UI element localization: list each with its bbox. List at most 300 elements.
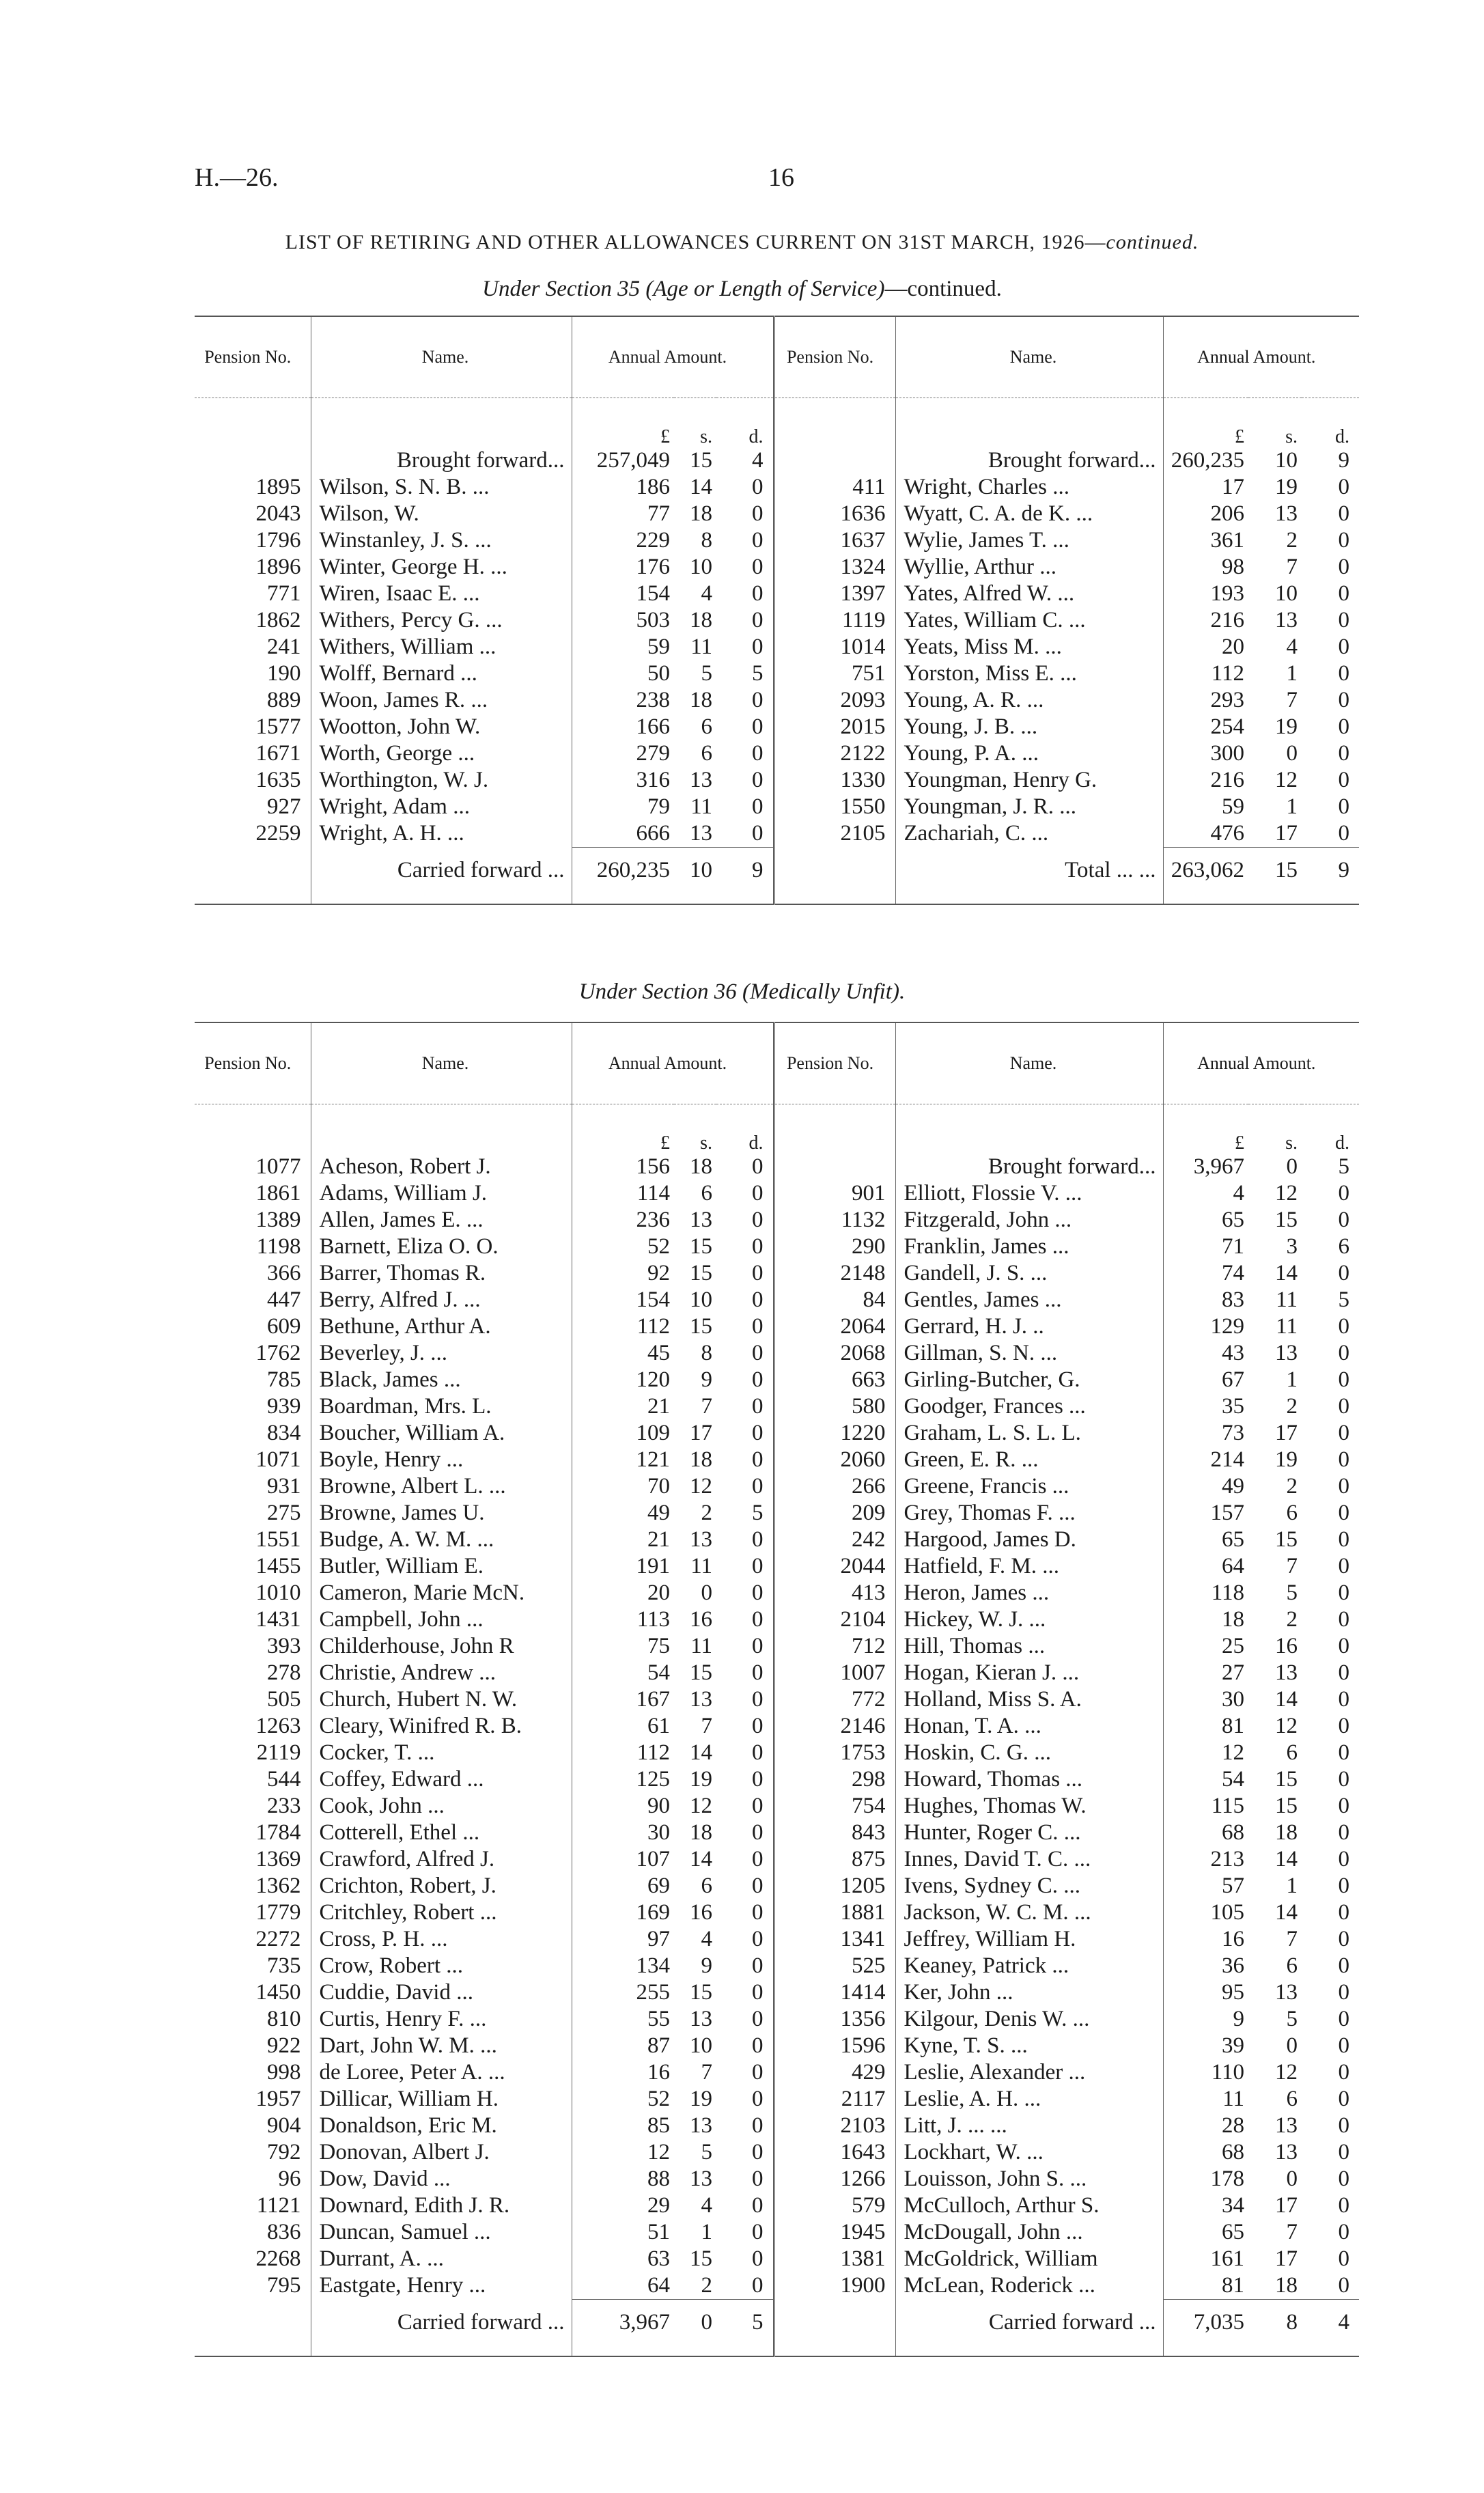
- amount-pounds: 98: [1163, 554, 1248, 581]
- footer-row: [195, 2300, 1359, 2345]
- amount-pounds: 30: [1163, 1686, 1248, 1713]
- pensioner-name: Louisson, John S. ...: [895, 2166, 1163, 2192]
- amount-shillings: 6: [1286, 1740, 1298, 1765]
- blank-cell: [774, 848, 895, 893]
- amount-pounds: 97: [572, 1926, 674, 1953]
- amount-pence: 0: [716, 1154, 774, 1180]
- amount-shillings: 2: [701, 1501, 712, 1525]
- annual-amount-header: Annual Amount.: [572, 316, 774, 398]
- amount-pounds: 43: [1163, 1340, 1248, 1367]
- pension-number: 939: [267, 1394, 301, 1419]
- amount-pence: 0: [1338, 1767, 1350, 1792]
- name-header: Name.: [895, 316, 1163, 398]
- column-header-row: [195, 316, 1359, 398]
- amount-pence: 0: [716, 1340, 774, 1367]
- pension-number: 84: [863, 1287, 886, 1312]
- amount-pence: 0: [1338, 1181, 1350, 1206]
- amount-pounds: 125: [572, 1766, 674, 1793]
- amount-pounds: 216: [1163, 607, 1248, 634]
- pension-number: 190: [267, 661, 301, 686]
- amount-pounds: 64: [1163, 1553, 1248, 1580]
- amount-shillings: 7: [701, 2060, 712, 2085]
- amount-pence: 0: [1338, 2167, 1350, 2191]
- pension-number: 1205: [840, 1874, 886, 1898]
- table-row: [195, 2219, 1359, 2246]
- pension-number: 998: [267, 2060, 301, 2085]
- pension-number: 1266: [840, 2167, 886, 2191]
- table-row: [195, 794, 1359, 820]
- pension-number: 2146: [840, 1714, 886, 1738]
- amount-pence: 0: [716, 2272, 774, 2300]
- amount-pence: 0: [716, 1234, 774, 1260]
- amount-shillings: 14: [690, 1740, 712, 1765]
- blank-cell: [895, 2345, 1163, 2356]
- pension-number: 927: [267, 794, 301, 819]
- amount-shillings: 7: [1286, 1554, 1298, 1578]
- amount-pounds: 17: [1163, 474, 1248, 501]
- pension-no-header: Pension No.: [786, 1053, 874, 1073]
- amount-pounds: 39: [1163, 2033, 1248, 2059]
- amount-shillings: 13: [690, 821, 712, 846]
- pensioner-name: McCulloch, Arthur S.: [895, 2192, 1163, 2219]
- table-row: [195, 634, 1359, 660]
- carried-forward-label: Carried forward ...: [895, 2300, 1163, 2345]
- amount-pounds: 21: [572, 1393, 674, 1420]
- pension-number: 266: [852, 1474, 886, 1499]
- amount-pence: 0: [716, 1793, 774, 1820]
- pensioner-name: Christie, Andrew ...: [311, 1660, 572, 1686]
- pension-number: 2104: [840, 1607, 886, 1632]
- amount-shillings: 6: [701, 714, 712, 739]
- amount-pounds: 88: [572, 2166, 674, 2192]
- carried-forward-pence: 4: [1302, 2300, 1359, 2345]
- pensioner-name: Beverley, J. ...: [311, 1340, 572, 1367]
- page-number: 16: [768, 163, 794, 192]
- carried-forward-label: Carried forward ...: [311, 2300, 572, 2345]
- pension-number: 1450: [255, 1980, 301, 2005]
- amount-pence: 0: [716, 767, 774, 794]
- table-row: [195, 740, 1359, 767]
- pensioner-name: Goodger, Frances ...: [895, 1393, 1163, 1420]
- amount-shillings: 13: [690, 2007, 712, 2031]
- amount-shillings: 15: [1275, 1794, 1298, 1818]
- pension-number: 771: [267, 581, 301, 606]
- pension-number: 1324: [840, 555, 886, 579]
- pensioner-name: Leslie, A. H. ...: [895, 2086, 1163, 2113]
- amount-pounds: 167: [572, 1686, 674, 1713]
- amount-pence: 0: [1338, 794, 1350, 819]
- table-row: [195, 1553, 1359, 1580]
- pensioner-name: Donaldson, Eric M.: [311, 2113, 572, 2139]
- amount-pence: 0: [1338, 741, 1350, 766]
- amount-pence: 0: [716, 1979, 774, 2006]
- amount-pence: 0: [1338, 2246, 1350, 2271]
- table-row: [195, 1873, 1359, 1899]
- brought-forward-pounds: 3,967: [1163, 1154, 1248, 1180]
- table-row: [195, 581, 1359, 607]
- pensioner-name: Gandell, J. S. ...: [895, 1260, 1163, 1287]
- amount-shillings: 1: [701, 2220, 712, 2244]
- amount-shillings: 11: [690, 1554, 712, 1578]
- amount-pence: 0: [1338, 2033, 1350, 2058]
- table-row: [195, 1527, 1359, 1553]
- amount-pounds: 229: [572, 527, 674, 554]
- amount-shillings: 9: [701, 1367, 712, 1392]
- amount-shillings: 10: [690, 555, 712, 579]
- amount-pence: 0: [716, 1846, 774, 1873]
- amount-pence: 0: [716, 2166, 774, 2192]
- amount-pounds: 45: [572, 1340, 674, 1367]
- table-row: [195, 1953, 1359, 1979]
- amount-pence: 0: [716, 581, 774, 607]
- pensioner-name: Franklin, James ...: [895, 1234, 1163, 1260]
- pensioner-name: Browne, Albert L. ...: [311, 1473, 572, 1500]
- amount-pence: 0: [716, 1606, 774, 1633]
- brought-forward-pounds: 257,049: [572, 447, 674, 474]
- amount-pounds: 28: [1163, 2113, 1248, 2139]
- pension-number: 96: [278, 2167, 301, 2191]
- amount-pounds: 74: [1163, 1260, 1248, 1287]
- amount-pounds: 57: [1163, 1873, 1248, 1899]
- amount-shillings: 5: [1286, 2007, 1298, 2031]
- amount-pence: 0: [716, 794, 774, 820]
- amount-pence: 5: [716, 1500, 774, 1527]
- table-row: [195, 2006, 1359, 2033]
- amount-pounds: 110: [1163, 2059, 1248, 2086]
- pension-number: 1900: [840, 2273, 886, 2298]
- amount-shillings: 18: [690, 1154, 712, 1179]
- amount-shillings: 13: [690, 1527, 712, 1552]
- amount-pence: 0: [716, 1313, 774, 1340]
- table-row: [195, 1820, 1359, 1846]
- pensioner-name: Yeats, Miss M. ...: [895, 634, 1163, 660]
- amount-shillings: 13: [690, 2113, 712, 2138]
- amount-shillings: 10: [690, 1287, 712, 1312]
- amount-shillings: 11: [1276, 1314, 1298, 1339]
- pension-number: 875: [852, 1847, 886, 1871]
- pension-number: 751: [852, 661, 886, 686]
- amount-pence: 0: [716, 740, 774, 767]
- amount-pounds: 154: [572, 581, 674, 607]
- blank-cell: [716, 893, 774, 904]
- pensioner-name: Green, E. R. ...: [895, 1447, 1163, 1473]
- table-row: [195, 1340, 1359, 1367]
- amount-pounds: 293: [1163, 687, 1248, 714]
- carried-forward-pounds: 3,967: [572, 2300, 674, 2345]
- amount-pence: 0: [716, 1180, 774, 1207]
- amount-pounds: 81: [1163, 1713, 1248, 1740]
- table-row: [195, 1313, 1359, 1340]
- annual-amount-header: Annual Amount.: [572, 1022, 774, 1104]
- blank-cell: [311, 2345, 572, 2356]
- amount-shillings: 10: [1275, 581, 1298, 606]
- amount-pence: 0: [716, 634, 774, 660]
- blank-cell: [195, 893, 311, 904]
- pensioner-name: McGoldrick, William: [895, 2246, 1163, 2272]
- table-row: [195, 501, 1359, 527]
- pension-number: 429: [852, 2060, 886, 2085]
- pensioner-name: Hickey, W. J. ...: [895, 1606, 1163, 1633]
- amount-pounds: 12: [1163, 1740, 1248, 1766]
- amount-shillings: 11: [690, 635, 712, 659]
- pensioner-name: Campbell, John ...: [311, 1606, 572, 1633]
- amount-shillings: 5: [701, 661, 712, 686]
- brought-forward-label: Brought forward...: [895, 447, 1163, 474]
- amount-pence: 0: [1338, 2060, 1350, 2085]
- pensioner-name: Kilgour, Denis W. ...: [895, 2006, 1163, 2033]
- pension-number: 1957: [255, 2087, 301, 2111]
- amount-pence: 0: [1338, 768, 1350, 792]
- amount-shillings: 18: [690, 501, 712, 526]
- section-35-table: [195, 316, 1359, 905]
- amount-shillings: 17: [1275, 2193, 1298, 2218]
- amount-shillings: 7: [1286, 555, 1298, 579]
- amount-pence: 0: [716, 1260, 774, 1287]
- amount-pounds: 114: [572, 1180, 674, 1207]
- amount-pence: 0: [1338, 1847, 1350, 1871]
- amount-shillings: 17: [690, 1421, 712, 1445]
- pension-number: 1414: [840, 1980, 886, 2005]
- pensioner-name: Wright, Adam ...: [311, 794, 572, 820]
- pension-number: 1007: [840, 1660, 886, 1685]
- amount-shillings: 15: [690, 2246, 712, 2271]
- table-row: [195, 1686, 1359, 1713]
- carried-forward-pounds: 260,235: [572, 848, 674, 893]
- blank-cell: [1302, 893, 1359, 904]
- name-header: Name.: [311, 1022, 572, 1104]
- amount-pence: 0: [716, 820, 774, 848]
- blank-cell: [195, 848, 311, 893]
- pensioner-name: Gillman, S. N. ...: [895, 1340, 1163, 1367]
- pension-number: 1796: [255, 528, 301, 553]
- amount-shillings: 11: [690, 794, 712, 819]
- amount-shillings: 13: [1275, 608, 1298, 632]
- amount-pounds: 316: [572, 767, 674, 794]
- amount-pence: 0: [716, 1527, 774, 1553]
- pensioner-name: Cleary, Winifred R. B.: [311, 1713, 572, 1740]
- amount-pence: 0: [716, 1873, 774, 1899]
- pension-number: 889: [267, 688, 301, 712]
- amount-pence: 0: [716, 1580, 774, 1606]
- amount-pence: 0: [716, 2086, 774, 2113]
- amount-shillings: 10: [690, 2033, 712, 2058]
- amount-pounds: 169: [572, 1899, 674, 1926]
- amount-shillings: 3: [1286, 1234, 1298, 1259]
- amount-shillings: 4: [701, 2193, 712, 2218]
- amount-shillings: 15: [690, 1314, 712, 1339]
- table-row: [195, 1473, 1359, 1500]
- amount-pence: 0: [1338, 1554, 1350, 1578]
- blank-cell: [774, 2300, 895, 2345]
- amount-pounds: 68: [1163, 1820, 1248, 1846]
- amount-pounds: 65: [1163, 2219, 1248, 2246]
- pensioner-name: Wright, A. H. ...: [311, 820, 572, 848]
- pensioner-name: Durrant, A. ...: [311, 2246, 572, 2272]
- amount-pounds: 34: [1163, 2192, 1248, 2219]
- pension-no-header: Pension No.: [204, 347, 292, 367]
- pensioner-name: Ker, John ...: [895, 1979, 1163, 2006]
- amount-pence: 0: [716, 1926, 774, 1953]
- amount-pounds: 238: [572, 687, 674, 714]
- title-continued: continued.: [1106, 231, 1199, 253]
- pensioner-name: Leslie, Alexander ...: [895, 2059, 1163, 2086]
- amount-pence: 0: [716, 474, 774, 501]
- amount-pence: 0: [1338, 1527, 1350, 1552]
- pensioner-name: Holland, Miss S. A.: [895, 1686, 1163, 1713]
- pension-number: 1895: [255, 475, 301, 499]
- amount-pence: 0: [716, 2192, 774, 2219]
- pension-number: 1861: [255, 1181, 301, 1206]
- amount-pence: 0: [1338, 1874, 1350, 1898]
- amount-pounds: 214: [1163, 1447, 1248, 1473]
- table-row: [195, 1660, 1359, 1686]
- amount-pounds: 30: [572, 1820, 674, 1846]
- pension-number: 1362: [255, 1874, 301, 1898]
- pensioner-name: Crichton, Robert, J.: [311, 1873, 572, 1899]
- amount-pence: 0: [716, 1207, 774, 1234]
- amount-pence: 0: [716, 2113, 774, 2139]
- amount-pounds: 361: [1163, 527, 1248, 554]
- brought-forward-pence: 9: [1338, 448, 1350, 473]
- amount-pounds: 50: [572, 660, 674, 687]
- pensioner-name: Kyne, T. S. ...: [895, 2033, 1163, 2059]
- blank-cell: [774, 398, 895, 448]
- pensioner-name: Cook, John ...: [311, 1793, 572, 1820]
- amount-pence: 0: [716, 1686, 774, 1713]
- amount-shillings: 14: [1275, 1847, 1298, 1871]
- pension-number: 241: [267, 635, 301, 659]
- amount-shillings: 9: [701, 1953, 712, 1978]
- total-pounds: 263,062: [1163, 848, 1248, 893]
- pension-number: 792: [267, 2140, 301, 2164]
- amount-shillings: 13: [1275, 2140, 1298, 2164]
- blank-cell: [716, 2345, 774, 2356]
- amount-pounds: 113: [572, 1606, 674, 1633]
- amount-pence: 0: [716, 687, 774, 714]
- amount-shillings: 17: [1275, 821, 1298, 846]
- amount-pence: 0: [1338, 1714, 1350, 1738]
- amount-pence: 0: [716, 1447, 774, 1473]
- pensioner-name: Wiren, Isaac E. ...: [311, 581, 572, 607]
- pensioner-name: Woon, James R. ...: [311, 687, 572, 714]
- amount-pounds: 25: [1163, 1633, 1248, 1660]
- amount-shillings: 11: [690, 1634, 712, 1658]
- pensioner-name: Innes, David T. C. ...: [895, 1846, 1163, 1873]
- amount-shillings: 16: [1275, 1634, 1298, 1658]
- pension-number: 1431: [255, 1607, 301, 1632]
- amount-shillings: 15: [690, 1261, 712, 1285]
- shillings-unit: s.: [700, 1132, 712, 1154]
- pension-number: 1577: [255, 714, 301, 739]
- amount-shillings: 8: [701, 1341, 712, 1365]
- blank-cell: [572, 893, 674, 904]
- amount-shillings: 12: [1275, 1181, 1298, 1206]
- amount-shillings: 2: [1286, 1394, 1298, 1419]
- amount-pence: 0: [1338, 1794, 1350, 1818]
- shillings-unit: s.: [700, 426, 712, 447]
- amount-shillings: 4: [701, 1927, 712, 1951]
- carried-forward-pence: 9: [716, 848, 774, 893]
- amount-pounds: 157: [1163, 1500, 1248, 1527]
- table-row: [195, 2139, 1359, 2166]
- amount-pence: 0: [1338, 2087, 1350, 2111]
- amount-pounds: 64: [572, 2272, 674, 2300]
- blank-cell: [1163, 893, 1248, 904]
- amount-pounds: 11: [1163, 2086, 1248, 2113]
- amount-pounds: 35: [1163, 1393, 1248, 1420]
- amount-pounds: 16: [1163, 1926, 1248, 1953]
- amount-pounds: 300: [1163, 740, 1248, 767]
- pence-unit: d.: [1335, 426, 1350, 447]
- amount-pounds: 666: [572, 820, 674, 848]
- amount-pence: 0: [716, 1553, 774, 1580]
- pensioner-name: Girling-Butcher, G.: [895, 1367, 1163, 1393]
- pensioner-name: Jeffrey, William H.: [895, 1926, 1163, 1953]
- amount-pounds: 61: [572, 1713, 674, 1740]
- amount-shillings: 2: [701, 2273, 712, 2298]
- pensioner-name: Butler, William E.: [311, 1553, 572, 1580]
- pension-number: 1753: [840, 1740, 886, 1765]
- amount-pence: 0: [716, 1953, 774, 1979]
- amount-pence: 0: [1338, 1447, 1350, 1472]
- pensioner-name: Allen, James E. ...: [311, 1207, 572, 1234]
- amount-shillings: 13: [690, 768, 712, 792]
- pensioner-name: Ivens, Sydney C. ...: [895, 1873, 1163, 1899]
- amount-shillings: 14: [690, 1847, 712, 1871]
- amount-pence: 5: [716, 660, 774, 687]
- amount-pounds: 12: [572, 2139, 674, 2166]
- amount-shillings: 1: [1286, 661, 1298, 686]
- amount-shillings: 17: [1275, 2246, 1298, 2271]
- pensioner-name: Critchley, Robert ...: [311, 1899, 572, 1926]
- amount-shillings: 12: [1275, 2060, 1298, 2085]
- amount-pence: 0: [1338, 1660, 1350, 1685]
- pension-number: 1397: [840, 581, 886, 606]
- pension-number: 413: [852, 1580, 886, 1605]
- amount-pounds: 95: [1163, 1979, 1248, 2006]
- pension-number: 525: [852, 1953, 886, 1978]
- amount-pounds: 216: [1163, 767, 1248, 794]
- shillings-unit: s.: [1285, 1132, 1298, 1154]
- amount-pence: 0: [716, 1820, 774, 1846]
- amount-pence: 0: [1338, 1634, 1350, 1658]
- amount-pence: 0: [1338, 1980, 1350, 2005]
- carried-forward-shillings: 10: [674, 848, 716, 893]
- amount-pence: 0: [1338, 2113, 1350, 2138]
- pension-number: 1881: [840, 1900, 886, 1925]
- pension-number: 735: [267, 1953, 301, 1978]
- amount-pence: 0: [716, 1899, 774, 1926]
- annual-amount-header: Annual Amount.: [1163, 1022, 1359, 1104]
- blank-cell: [311, 398, 572, 448]
- pension-number: 1263: [255, 1714, 301, 1738]
- amount-shillings: 17: [1275, 1421, 1298, 1445]
- amount-pence: 0: [716, 2219, 774, 2246]
- pension-number: 2044: [840, 1554, 886, 1578]
- amount-shillings: 18: [690, 1447, 712, 1472]
- blank-cell: [1302, 2345, 1359, 2356]
- table-row: [195, 607, 1359, 634]
- amount-pence: 0: [716, 1367, 774, 1393]
- amount-shillings: 7: [701, 1714, 712, 1738]
- end-rule: [195, 893, 1359, 904]
- footer-row: [195, 848, 1359, 893]
- pensioner-name: Budge, A. W. M. ...: [311, 1527, 572, 1553]
- amount-pounds: 83: [1163, 1287, 1248, 1313]
- table-row: [195, 1580, 1359, 1606]
- pensioner-name: Wilson, S. N. B. ...: [311, 474, 572, 501]
- pensioner-name: Wylie, James T. ...: [895, 527, 1163, 554]
